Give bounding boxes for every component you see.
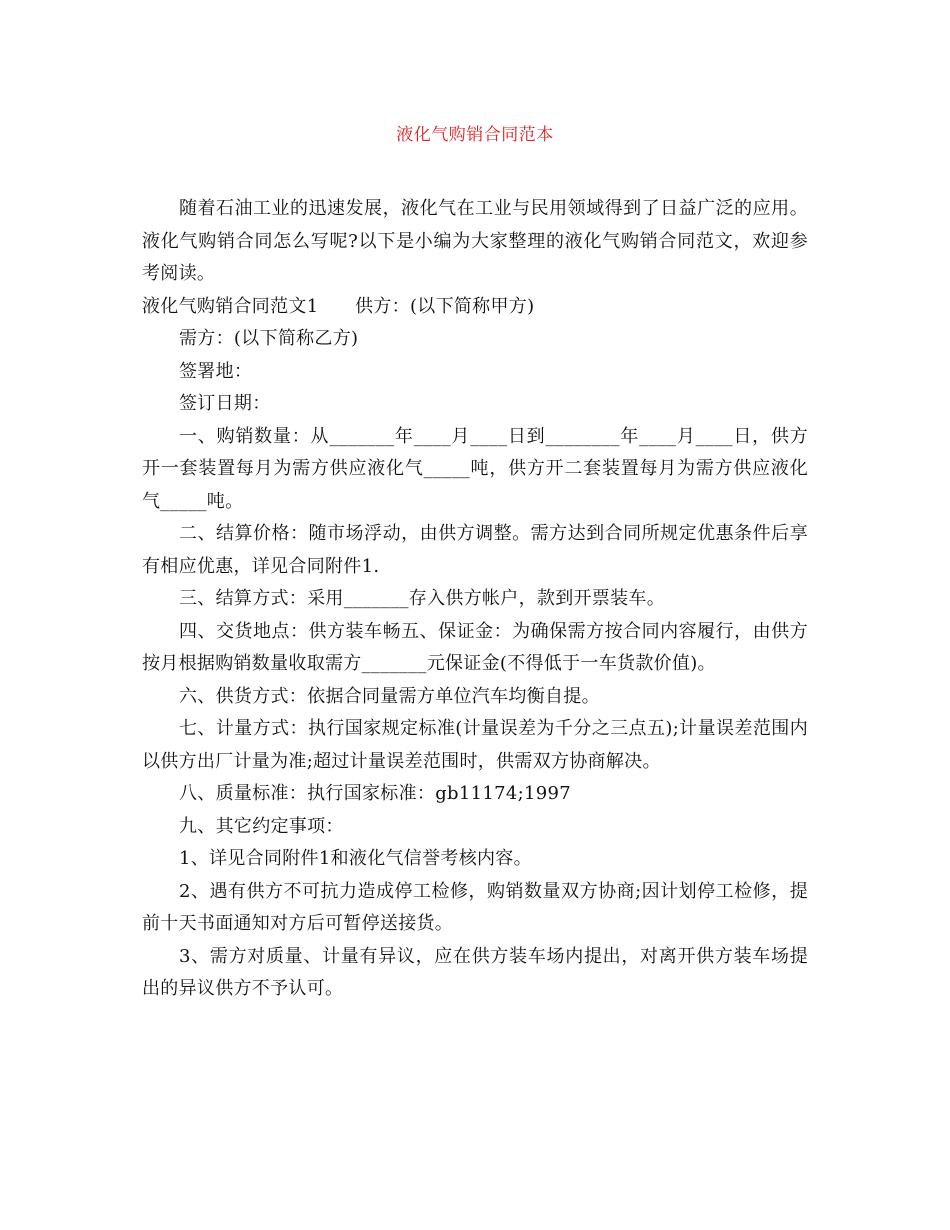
paragraph: 2、遇有供方不可抗力造成停工检修，购销数量双方协商;因计划停工检修，提前十天书面通知对方后可暂停送接货。 [142, 880, 808, 934]
paragraph: 九、其它约定事项： [179, 815, 344, 837]
paragraph: 七、计量方式：执行国家规定标准(计量误差为千分之三点五);计量误差范围内以供方出厂计量为准;超过计量误差范围时，供需双方协商解决。 [142, 718, 808, 772]
paragraph: 四、交货地点：供方装车畅五、保证金：为确保需方按合同内容履行，由供方按月根据购销数量收取需方_______元保证金(不得低于一车货款价值)。 [142, 620, 808, 674]
paragraph: 1、详见合同附件1和液化气信誉考核内容。 [179, 848, 532, 869]
paragraph: 需方：(以下简称乙方) [179, 328, 359, 349]
paragraph: 二、结算价格：随市场浮动，由供方调整。需方达到合同所规定优惠条件后享有相应优惠，详见合同附件1. [142, 523, 808, 577]
paragraph: 签订日期： [179, 393, 271, 414]
paragraph: 六、供货方式：依据合同量需方单位汽车均衡自提。 [179, 685, 600, 707]
paragraph: 液化气购销合同范文1 供方：(以下简称甲方) [142, 295, 535, 317]
paragraph: 八、质量标准：执行国家标准：gb11174;1997 [179, 783, 571, 804]
document-body [142, 193, 808, 1006]
paragraph: 签署地： [179, 360, 253, 382]
paragraph: 随着石油工业的迅速发展，液化气在工业与民用领域得到了日益广泛的应用。液化气购销合同怎么写呢?以下是小编为大家整理的液化气购销合同范文，欢迎参考阅读。 [142, 198, 808, 284]
paragraph: 一、购销数量：从_______年____月____日到________年____月____日，供方开一套装置每月为需方供应液化气_____吨，供方开二套装置每月为需方供应液化气_____吨。 [142, 425, 808, 512]
paragraph: 3、需方对质量、计量有异议，应在供方装车场内提出，对离开供方装车场提出的异议供方不予认可。 [142, 945, 808, 999]
document-title: 液化气购销合同范本 [396, 125, 554, 145]
paragraph: 三、结算方式：采用_______存入供方帐户，款到开票装车。 [179, 588, 665, 609]
